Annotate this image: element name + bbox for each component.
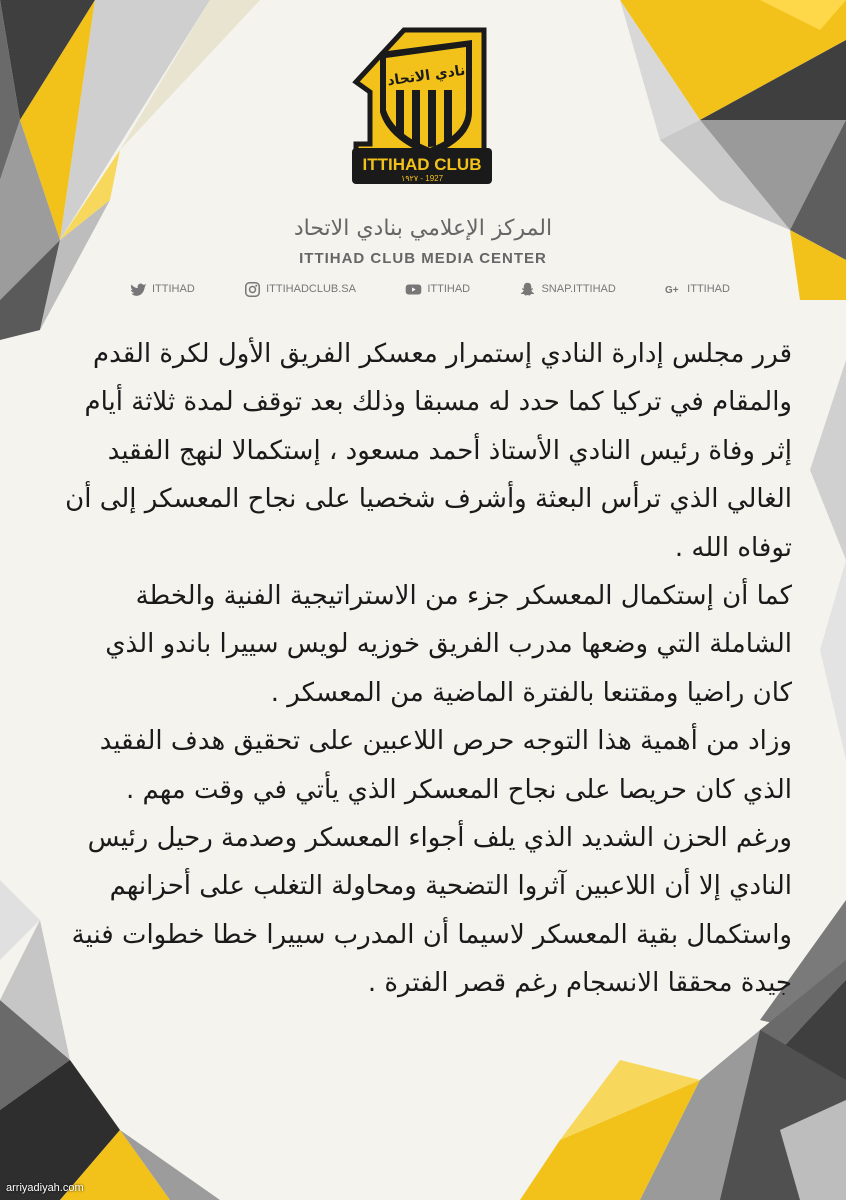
media-center-title-ar: المركز الإعلامي بنادي الاتحاد [293,216,553,241]
ittihad-club-logo [334,12,510,202]
statement-paragraph-3: وزاد من أهمية هذا التوجه حرص اللاعبين على تحقيق هدف الفقيد الذي كان حريصا على نجاح المعسكر الذي يأتي في وقت مهم . [99,726,792,805]
social-instagram [244,282,356,297]
social-twitter-label: ITTIHAD [152,283,195,295]
logo-name-en: ITTIHAD CLUB [362,155,482,174]
social-snapchat-label: SNAP.ITTIHAD [541,283,616,295]
logo-name-ar: نادي الاتحاد [386,62,467,90]
twitter-icon [130,282,147,297]
snapchat-icon [519,282,536,297]
youtube-icon [405,282,422,297]
social-youtube [405,282,470,297]
svg-text:G+: G+ [665,284,679,296]
statement-paragraph-1: قرر مجلس إدارة النادي إستمرار معسكر الفريق الأول لكرة القدم والمقام في تركيا كما حدد له مسبقا وذلك بعد توقف لمدة ثلاثة أيام إثر وفاة رئيس النادي الأستاذ أحمد مسعود ، إستكمالا لنهج الفقيد الغالي الذي ترأس البعثة وأشرف شخصيا على نجاح المعسكر إلى أن توفاه الله . [65,339,792,563]
social-snapchat [519,282,615,297]
statement-paragraph-4: ورغم الحزن الشديد الذي يلف أجواء المعسكر وصدمة رحيل رئيس النادي إلا أن اللاعبين آثروا التضحية ومحاولة التغلب على أحزانهم واستكمال بقية المعسكر لاسيما أن المدرب سييرا خطا خطوات فنية جيدة محققا الانسجام رغم قصر الفترة . [71,823,792,999]
social-googleplus [665,282,730,297]
source-watermark: arriyadiyah.com [6,1182,84,1194]
social-googleplus-label: ITTIHAD [687,283,730,295]
google-plus-icon [665,282,682,297]
media-center-title-en: ITTIHAD CLUB MEDIA CENTER [299,250,547,267]
social-media-bar [130,279,730,299]
social-youtube-label: ITTIHAD [427,283,471,295]
statement-body [64,330,792,1008]
logo-years: ١٩٢٧ - 1927 [400,174,444,183]
statement-paragraph-2: كما أن إستكمال المعسكر جزء من الاستراتيجية الفنية والخطة الشاملة التي وضعها مدرب الفريق خوزيه لويس سييرا باندو الذي كان راضيا ومقتنعا بالفترة الماضية من المعسكر . [105,581,792,708]
instagram-icon [244,282,261,297]
social-instagram-label: ITTIHADCLUB.SA [266,283,356,295]
social-twitter [130,282,195,297]
